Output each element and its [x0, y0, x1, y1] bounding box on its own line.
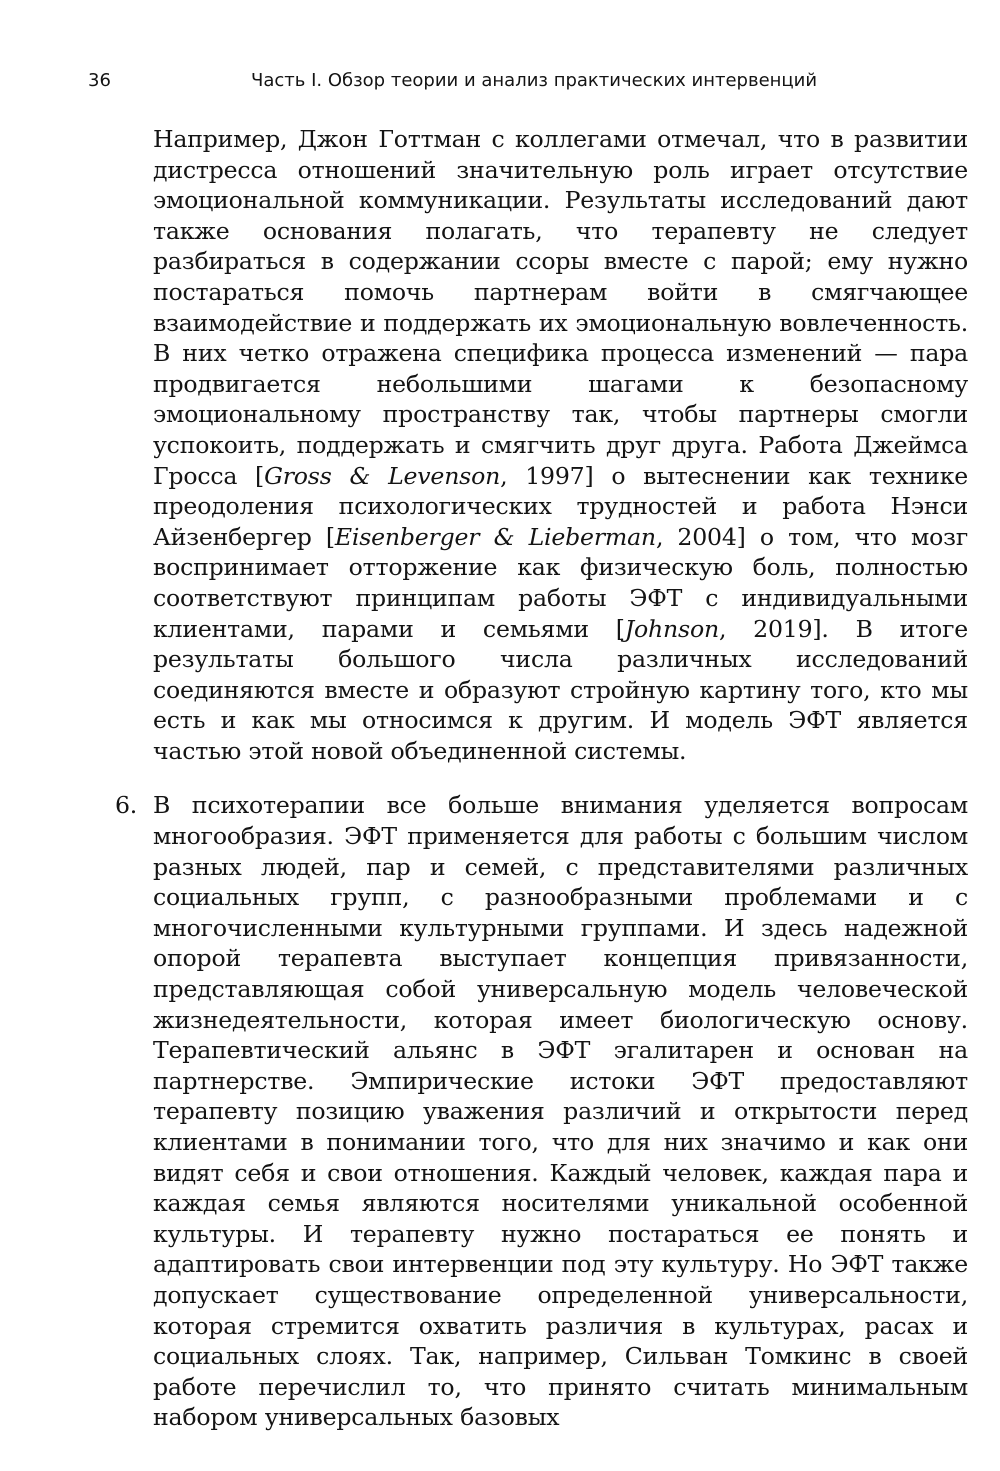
page-number: 36 — [88, 70, 111, 91]
paragraph-gottman — [153, 124, 968, 766]
running-head-title: Часть I. Обзор теории и анализ практических интервенций — [251, 70, 818, 91]
citation-eisenberger-lieberman: Eisenberger & Lieberman — [334, 522, 656, 551]
citation-johnson: Johnson — [624, 614, 719, 643]
list-item-text: В психотерапии все больше внимания уделяется вопросам многообразия. ЭФТ применяется для работы с большим числом разных людей, пар и семей, с представителями различных социальных групп, с разнообразными проблемами и с многочисленными культурными группами. И здесь надежной опорой терапевта выступает концепция привязанности, представляющая собой универсальную модель человеческой жизнедеятельности, которая имеет биологическую основу. Терапевтический альянс в ЭФТ эгалитарен и основан на партнерстве. Эмпирические истоки ЭФТ предоставляют терапевту позицию уважения различий и открытости перед клиентами в понимании того, что для них значимо и как они видят себя и свои отношения. Каждый человек, каждая пара и каждая семья являются носителями уникальной особенной культуры. И терапевту нужно постараться ее понять и адаптировать свои интервенции под эту культуру. Но ЭФТ также допускает существование определенной универсальности, которая стремится охватить различия в культурах, расах и социальных слоях. Так, например, Сильван Томкинс в своей работе перечислил то, что принято считать минимальным набором универсальных базовых — [153, 791, 968, 1432]
paragraph-text-part-3: , 2004] о том, что мозг воспринимает отторжение как физическую боль, полностью соответствуют принципам работы ЭФТ с индивидуальными клиентами, парами и семьями [ — [153, 522, 969, 643]
paragraph-text-part-1: Например, Джон Готтман с коллегами отмечал, что в развитии дистресса отношений значительную роль играет отсутствие эмоциональной коммуникации. Результаты исследований дают также основания полагать, что терапевту не следует разбираться в содержании ссоры вместе с парой; ему нужно постараться помочь партнерам войти в смягчающее взаимодействие и поддержать их эмоциональную вовлеченность. В них четко отражена специфика процесса изменений — пара продвигается небольшими шагами к безопасному эмоциональному пространству так, чтобы партнеры смогли успокоить, поддержать и смягчить друг друга. Работа Джеймса Гросса [ — [153, 125, 968, 490]
body-text — [115, 124, 969, 1433]
list-item-6 — [115, 790, 968, 1432]
citation-gross-levenson: Gross & Levenson — [264, 461, 501, 490]
list-item-marker: 6. — [115, 791, 138, 820]
page-header — [88, 66, 948, 96]
paragraph-text-part-4: , 2019]. В итоге результаты большого числа различных исследований соединяются вместе и образуют стройную картину того, кто мы есть и как мы относимся к другим. И модель ЭФТ является частью этой новой объединенной системы. — [153, 614, 968, 765]
paragraph-text-part-2: , 1997] о вытеснении как технике преодоления психологических трудностей и работа Нэнси Айзенбергер [ — [153, 461, 969, 551]
